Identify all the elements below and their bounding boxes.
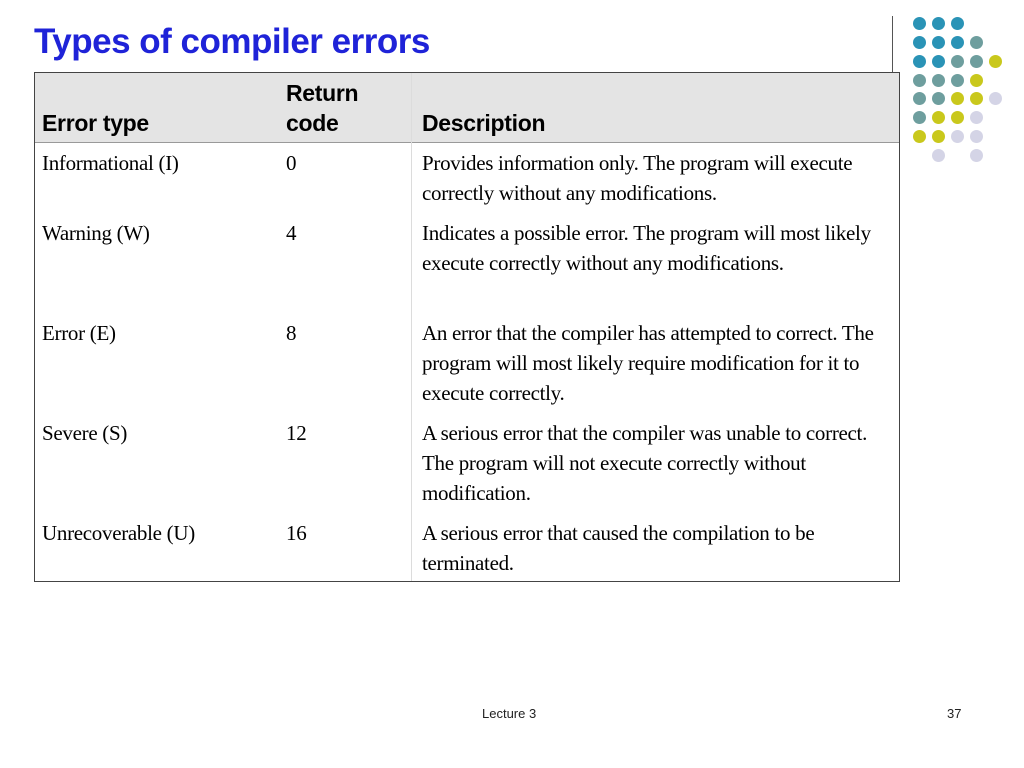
row-error-type: Unrecoverable (U) bbox=[42, 521, 195, 545]
decor-dot bbox=[951, 111, 964, 124]
decor-dot bbox=[951, 92, 964, 105]
row-description: Indicates a possible error. The program will most likely execute correctly without any modifications. bbox=[422, 221, 871, 275]
decor-dot bbox=[970, 149, 983, 162]
decor-dot bbox=[951, 17, 964, 30]
decor-dot bbox=[970, 74, 983, 87]
decor-dot bbox=[913, 130, 926, 143]
header-error-type: Error type bbox=[42, 110, 149, 136]
decor-dot bbox=[951, 130, 964, 143]
decor-dot bbox=[970, 111, 983, 124]
decor-dot bbox=[932, 55, 945, 68]
row-return-code: 4 bbox=[286, 221, 297, 245]
row-description: Provides information only. The program will execute correctly without any modifications. bbox=[422, 151, 853, 205]
decor-dot bbox=[970, 92, 983, 105]
row-error-type: Severe (S) bbox=[42, 421, 128, 445]
row-return-code: 12 bbox=[286, 421, 307, 445]
decor-dot bbox=[951, 36, 964, 49]
row-description: A serious error that caused the compilation to be terminated. bbox=[422, 521, 815, 575]
decor-dot bbox=[970, 130, 983, 143]
decor-dot bbox=[932, 149, 945, 162]
decor-dot bbox=[932, 111, 945, 124]
row-return-code: 16 bbox=[286, 521, 307, 545]
row-error-type: Warning (W) bbox=[42, 221, 150, 245]
row-description: A serious error that the compiler was unable to correct. The program will not execute correctly without modification. bbox=[422, 421, 868, 505]
row-return-code: 0 bbox=[286, 151, 297, 175]
decor-dot bbox=[951, 74, 964, 87]
decor-dot bbox=[913, 55, 926, 68]
decor-dot bbox=[913, 17, 926, 30]
decor-dot bbox=[970, 36, 983, 49]
row-error-type: Informational (I) bbox=[42, 151, 179, 175]
decor-dot bbox=[932, 130, 945, 143]
decor-dot bbox=[913, 74, 926, 87]
header-description: Description bbox=[422, 110, 546, 136]
decor-dot bbox=[913, 36, 926, 49]
decor-dot bbox=[932, 92, 945, 105]
header-return-code-line2: code bbox=[286, 110, 339, 136]
row-return-code: 8 bbox=[286, 321, 297, 345]
header-return-code-line1: Return bbox=[286, 80, 359, 106]
decor-dot bbox=[913, 92, 926, 105]
error-types-table bbox=[34, 72, 900, 582]
decor-dot bbox=[989, 92, 1002, 105]
header-return-code bbox=[286, 78, 358, 138]
decor-dot bbox=[970, 55, 983, 68]
decor-dot bbox=[932, 17, 945, 30]
decor-dot bbox=[932, 36, 945, 49]
footer-lecture-label: Lecture 3 bbox=[482, 706, 537, 721]
decor-dot bbox=[932, 74, 945, 87]
row-error-type: Error (E) bbox=[42, 321, 116, 345]
row-description: An error that the compiler has attempted to correct. The program will most likely require modification for it to execute correctly. bbox=[422, 321, 874, 405]
slide-title: Types of compiler errors bbox=[34, 22, 430, 61]
decor-dot bbox=[913, 111, 926, 124]
decor-dot bbox=[989, 55, 1002, 68]
footer-page-number: 37 bbox=[947, 706, 962, 721]
decor-dot bbox=[951, 55, 964, 68]
table-header-row bbox=[35, 73, 899, 143]
